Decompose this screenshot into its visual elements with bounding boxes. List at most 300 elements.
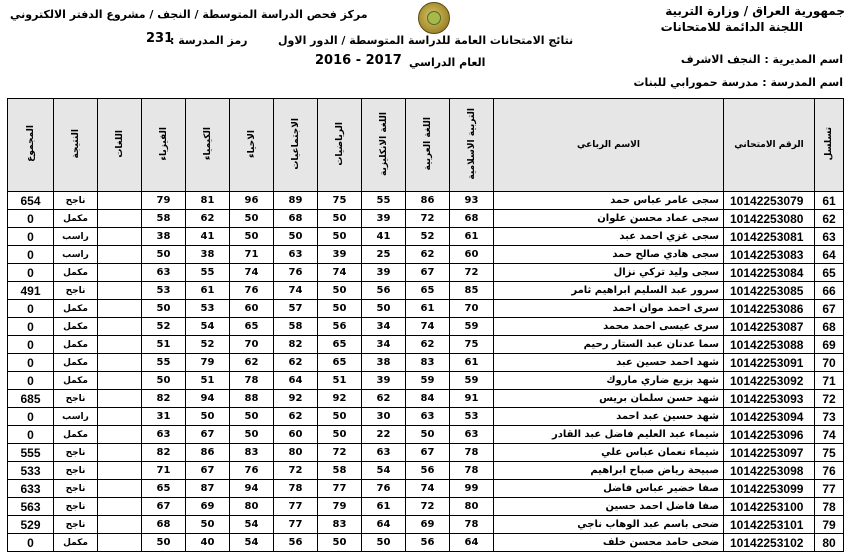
exam-number-cell: 10142253096 — [724, 426, 815, 444]
col-exam-number: الرقم الامتحاني — [724, 99, 815, 192]
student-name-cell: سجى عامر عباس حمد — [494, 192, 724, 210]
result-cell: ناجح — [54, 444, 98, 462]
table-row — [8, 228, 844, 246]
student-name-cell: شيماء نعمان عباس علي — [494, 444, 724, 462]
col-languages: اللغات — [98, 99, 142, 192]
ministry-seal-icon — [418, 2, 450, 34]
serial-cell: 69 — [815, 336, 844, 354]
exam-number-cell: 10142253101 — [724, 516, 815, 534]
grade-islamic-cell: 75 — [450, 336, 494, 354]
serial-cell: 75 — [815, 444, 844, 462]
col-physics: الفيزياء — [142, 99, 186, 192]
total-cell: 0 — [8, 300, 54, 318]
exam-number-cell: 10142253086 — [724, 300, 815, 318]
student-name-cell: سرى احمد موان احمد — [494, 300, 724, 318]
col-serial: تسلسل — [815, 99, 844, 192]
grade-chemistry-cell: 50 — [186, 516, 230, 534]
grade-physics-cell: 65 — [142, 480, 186, 498]
grade-physics-cell: 50 — [142, 300, 186, 318]
grade-math-cell: 92 — [318, 390, 362, 408]
school-code-label: رمز المدرسة : — [170, 34, 248, 47]
grade-islamic-cell: 68 — [450, 210, 494, 228]
student-name-cell: صفا فاضل احمد حسين — [494, 498, 724, 516]
grade-english-cell: 34 — [362, 318, 406, 336]
serial-cell: 77 — [815, 480, 844, 498]
grade-social-cell: 77 — [274, 498, 318, 516]
result-cell: ناجح — [54, 192, 98, 210]
serial-cell: 74 — [815, 426, 844, 444]
grade-chemistry-cell: 61 — [186, 282, 230, 300]
total-cell: 555 — [8, 444, 54, 462]
exam-number-cell: 10142253091 — [724, 354, 815, 372]
grade-english-cell: 22 — [362, 426, 406, 444]
grade-biology-cell: 80 — [230, 498, 274, 516]
student-name-cell: شهد حسن سلمان بريس — [494, 390, 724, 408]
table-row — [8, 498, 844, 516]
grade-arabic-cell: 56 — [406, 462, 450, 480]
grade-physics-cell: 67 — [142, 498, 186, 516]
total-cell: 533 — [8, 462, 54, 480]
result-cell: مكمل — [54, 300, 98, 318]
exam-number-cell: 10142253094 — [724, 408, 815, 426]
grade-chemistry-cell: 69 — [186, 498, 230, 516]
grade-islamic-cell: 70 — [450, 300, 494, 318]
grade-chemistry-cell: 81 — [186, 192, 230, 210]
grade-languages-cell — [98, 462, 142, 480]
grade-biology-cell: 83 — [230, 444, 274, 462]
grade-biology-cell: 70 — [230, 336, 274, 354]
result-cell: مكمل — [54, 372, 98, 390]
grade-social-cell: 78 — [274, 480, 318, 498]
grade-math-cell: 77 — [318, 480, 362, 498]
grade-islamic-cell: 91 — [450, 390, 494, 408]
grade-islamic-cell: 78 — [450, 516, 494, 534]
exam-number-cell: 10142253093 — [724, 390, 815, 408]
grade-social-cell: 50 — [274, 228, 318, 246]
grade-biology-cell: 54 — [230, 516, 274, 534]
exam-number-cell: 10142253085 — [724, 282, 815, 300]
grade-arabic-cell: 74 — [406, 318, 450, 336]
grade-math-cell: 65 — [318, 336, 362, 354]
serial-cell: 67 — [815, 300, 844, 318]
exam-number-cell: 10142253088 — [724, 336, 815, 354]
grade-math-cell: 56 — [318, 318, 362, 336]
result-cell: مكمل — [54, 264, 98, 282]
grade-biology-cell: 50 — [230, 228, 274, 246]
result-cell: راسب — [54, 228, 98, 246]
grade-physics-cell: 31 — [142, 408, 186, 426]
grade-english-cell: 39 — [362, 210, 406, 228]
grade-english-cell: 39 — [362, 264, 406, 282]
result-cell: مكمل — [54, 534, 98, 552]
serial-cell: 71 — [815, 372, 844, 390]
grade-chemistry-cell: 79 — [186, 354, 230, 372]
academic-year: 2016 - 2017 — [315, 53, 402, 68]
table-row — [8, 444, 844, 462]
grade-math-cell: 74 — [318, 264, 362, 282]
grade-islamic-cell: 85 — [450, 282, 494, 300]
table-row — [8, 516, 844, 534]
table-row — [8, 426, 844, 444]
exam-number-cell: 10142253100 — [724, 498, 815, 516]
grade-islamic-cell: 61 — [450, 354, 494, 372]
total-cell: 0 — [8, 426, 54, 444]
exam-number-cell: 10142253083 — [724, 246, 815, 264]
grade-chemistry-cell: 87 — [186, 480, 230, 498]
grade-islamic-cell: 99 — [450, 480, 494, 498]
grade-languages-cell — [98, 372, 142, 390]
result-cell: مكمل — [54, 354, 98, 372]
table-row — [8, 336, 844, 354]
grade-languages-cell — [98, 282, 142, 300]
grade-math-cell: 65 — [318, 354, 362, 372]
table-row — [8, 282, 844, 300]
result-cell: ناجح — [54, 498, 98, 516]
grade-math-cell: 50 — [318, 300, 362, 318]
grade-chemistry-cell: 40 — [186, 534, 230, 552]
grade-social-cell: 63 — [274, 246, 318, 264]
col-full-name: الاسم الرباعي — [494, 99, 724, 192]
grade-islamic-cell: 59 — [450, 318, 494, 336]
grade-arabic-cell: 74 — [406, 480, 450, 498]
grade-arabic-cell: 83 — [406, 354, 450, 372]
exam-number-cell: 10142253098 — [724, 462, 815, 480]
grade-physics-cell: 51 — [142, 336, 186, 354]
grade-arabic-cell: 52 — [406, 228, 450, 246]
col-mathematics: الرياضيات — [318, 99, 362, 192]
grade-arabic-cell: 67 — [406, 264, 450, 282]
result-cell: ناجح — [54, 516, 98, 534]
grade-english-cell: 34 — [362, 336, 406, 354]
grade-math-cell: 79 — [318, 498, 362, 516]
grade-arabic-cell: 61 — [406, 300, 450, 318]
grade-biology-cell: 54 — [230, 534, 274, 552]
grade-biology-cell: 94 — [230, 480, 274, 498]
grade-islamic-cell: 63 — [450, 426, 494, 444]
grade-english-cell: 61 — [362, 498, 406, 516]
total-cell: 0 — [8, 408, 54, 426]
grade-math-cell: 72 — [318, 444, 362, 462]
serial-cell: 72 — [815, 390, 844, 408]
grade-chemistry-cell: 67 — [186, 462, 230, 480]
result-cell: مكمل — [54, 318, 98, 336]
grade-social-cell: 76 — [274, 264, 318, 282]
student-name-cell: سجى غزي احمد عبد — [494, 228, 724, 246]
serial-cell: 62 — [815, 210, 844, 228]
serial-cell: 63 — [815, 228, 844, 246]
col-arabic: اللغة العربية — [406, 99, 450, 192]
grade-physics-cell: 50 — [142, 246, 186, 264]
col-social-studies: الاجتماعيات — [274, 99, 318, 192]
total-cell: 491 — [8, 282, 54, 300]
grade-chemistry-cell: 94 — [186, 390, 230, 408]
grade-social-cell: 89 — [274, 192, 318, 210]
table-row — [8, 264, 844, 282]
result-cell: ناجح — [54, 390, 98, 408]
col-islamic-education: التربية الاسلامية — [450, 99, 494, 192]
total-cell: 685 — [8, 390, 54, 408]
grade-physics-cell: 55 — [142, 354, 186, 372]
grade-english-cell: 63 — [362, 444, 406, 462]
grade-chemistry-cell: 62 — [186, 210, 230, 228]
grade-english-cell: 76 — [362, 480, 406, 498]
student-name-cell: سرور عبد السليم ابراهيم ثامر — [494, 282, 724, 300]
table-row — [8, 408, 844, 426]
total-cell: 0 — [8, 228, 54, 246]
grade-biology-cell: 62 — [230, 354, 274, 372]
student-name-cell: شهد بزيع ضاري ماروك — [494, 372, 724, 390]
col-result: النتيجة — [54, 99, 98, 192]
total-cell: 0 — [8, 264, 54, 282]
grade-languages-cell — [98, 210, 142, 228]
table-row — [8, 372, 844, 390]
exam-number-cell: 10142253097 — [724, 444, 815, 462]
exam-number-cell: 10142253092 — [724, 372, 815, 390]
table-header — [8, 99, 844, 192]
school-name: اسم المدرسة : مدرسة حمورابي للبنات — [633, 76, 843, 89]
grade-english-cell: 54 — [362, 462, 406, 480]
student-name-cell: سرى عيسى احمد محمد — [494, 318, 724, 336]
grade-social-cell: 77 — [274, 516, 318, 534]
grade-chemistry-cell: 86 — [186, 444, 230, 462]
grade-english-cell: 41 — [362, 228, 406, 246]
grade-social-cell: 68 — [274, 210, 318, 228]
results-title: نتائج الامتحانات العامة للدراسة المتوسطة / الدور الاول — [278, 34, 574, 47]
grade-biology-cell: 65 — [230, 318, 274, 336]
grade-physics-cell: 50 — [142, 372, 186, 390]
grade-social-cell: 62 — [274, 354, 318, 372]
grade-english-cell: 56 — [362, 282, 406, 300]
grade-physics-cell: 79 — [142, 192, 186, 210]
grade-islamic-cell: 78 — [450, 444, 494, 462]
student-name-cell: سجى عماد محسن علوان — [494, 210, 724, 228]
grade-social-cell: 92 — [274, 390, 318, 408]
grade-social-cell: 64 — [274, 372, 318, 390]
grade-languages-cell — [98, 336, 142, 354]
grade-arabic-cell: 86 — [406, 192, 450, 210]
grade-physics-cell: 50 — [142, 534, 186, 552]
grade-social-cell: 62 — [274, 408, 318, 426]
results-table — [7, 98, 844, 552]
grade-social-cell: 72 — [274, 462, 318, 480]
student-name-cell: صفا خضير عباس فاضل — [494, 480, 724, 498]
serial-cell: 66 — [815, 282, 844, 300]
grade-languages-cell — [98, 300, 142, 318]
grade-arabic-cell: 56 — [406, 534, 450, 552]
grade-biology-cell: 76 — [230, 462, 274, 480]
grade-physics-cell: 38 — [142, 228, 186, 246]
grade-chemistry-cell: 41 — [186, 228, 230, 246]
result-cell: مكمل — [54, 426, 98, 444]
grade-biology-cell: 50 — [230, 426, 274, 444]
grade-islamic-cell: 61 — [450, 228, 494, 246]
grade-languages-cell — [98, 246, 142, 264]
serial-cell: 76 — [815, 462, 844, 480]
grade-social-cell: 57 — [274, 300, 318, 318]
grade-english-cell: 25 — [362, 246, 406, 264]
grade-chemistry-cell: 50 — [186, 408, 230, 426]
grade-math-cell: 58 — [318, 462, 362, 480]
total-cell: 633 — [8, 480, 54, 498]
total-cell: 0 — [8, 246, 54, 264]
grade-chemistry-cell: 52 — [186, 336, 230, 354]
grade-islamic-cell: 64 — [450, 534, 494, 552]
student-name-cell: سجى وليد تركي نزال — [494, 264, 724, 282]
grade-math-cell: 50 — [318, 228, 362, 246]
grade-math-cell: 50 — [318, 426, 362, 444]
grade-biology-cell: 60 — [230, 300, 274, 318]
student-name-cell: ضحى باسم عبد الوهاب ناجي — [494, 516, 724, 534]
grade-languages-cell — [98, 426, 142, 444]
col-biology: الاحياء — [230, 99, 274, 192]
serial-cell: 79 — [815, 516, 844, 534]
grade-arabic-cell: 72 — [406, 210, 450, 228]
grade-chemistry-cell: 54 — [186, 318, 230, 336]
serial-cell: 68 — [815, 318, 844, 336]
exam-number-cell: 10142253084 — [724, 264, 815, 282]
grade-languages-cell — [98, 516, 142, 534]
table-row — [8, 246, 844, 264]
grade-biology-cell: 74 — [230, 264, 274, 282]
grade-physics-cell: 68 — [142, 516, 186, 534]
grade-chemistry-cell: 67 — [186, 426, 230, 444]
result-cell: مكمل — [54, 210, 98, 228]
grade-social-cell: 82 — [274, 336, 318, 354]
total-cell: 529 — [8, 516, 54, 534]
grade-islamic-cell: 60 — [450, 246, 494, 264]
student-name-cell: ضحى حامد محسن خلف — [494, 534, 724, 552]
grade-biology-cell: 88 — [230, 390, 274, 408]
grade-english-cell: 50 — [362, 300, 406, 318]
grade-physics-cell: 63 — [142, 264, 186, 282]
exam-number-cell: 10142253087 — [724, 318, 815, 336]
grade-languages-cell — [98, 354, 142, 372]
total-cell: 0 — [8, 534, 54, 552]
table-row — [8, 192, 844, 210]
grade-chemistry-cell: 38 — [186, 246, 230, 264]
grade-math-cell: 50 — [318, 408, 362, 426]
result-cell: ناجح — [54, 480, 98, 498]
grade-chemistry-cell: 55 — [186, 264, 230, 282]
grade-math-cell: 51 — [318, 372, 362, 390]
grade-languages-cell — [98, 228, 142, 246]
grade-languages-cell — [98, 390, 142, 408]
total-cell: 0 — [8, 354, 54, 372]
result-cell: ناجح — [54, 462, 98, 480]
grade-biology-cell: 76 — [230, 282, 274, 300]
student-name-cell: شهد حسين عبد احمد — [494, 408, 724, 426]
grade-arabic-cell: 62 — [406, 336, 450, 354]
total-cell: 563 — [8, 498, 54, 516]
student-name-cell: شيماء عبد العليم فاضل عبد القادر — [494, 426, 724, 444]
grade-biology-cell: 78 — [230, 372, 274, 390]
grade-social-cell: 80 — [274, 444, 318, 462]
academic-year-label: العام الدراسي — [409, 56, 486, 69]
grade-social-cell: 74 — [274, 282, 318, 300]
col-chemistry: الكيمياء — [186, 99, 230, 192]
grade-physics-cell: 71 — [142, 462, 186, 480]
grade-islamic-cell: 93 — [450, 192, 494, 210]
student-name-cell: صبيحة رياض صباح ابراهيم — [494, 462, 724, 480]
table-row — [8, 480, 844, 498]
grade-languages-cell — [98, 480, 142, 498]
directorate: اسم المديرية : النجف الاشرف — [680, 53, 843, 66]
grade-physics-cell: 82 — [142, 444, 186, 462]
grade-languages-cell — [98, 444, 142, 462]
grade-math-cell: 50 — [318, 210, 362, 228]
total-cell: 0 — [8, 336, 54, 354]
grade-biology-cell: 71 — [230, 246, 274, 264]
grade-english-cell: 39 — [362, 372, 406, 390]
serial-cell: 73 — [815, 408, 844, 426]
grade-arabic-cell: 69 — [406, 516, 450, 534]
grade-chemistry-cell: 53 — [186, 300, 230, 318]
exam-committee: اللجنة الدائمة للامتحانات — [660, 20, 803, 34]
grade-arabic-cell: 50 — [406, 426, 450, 444]
serial-cell: 80 — [815, 534, 844, 552]
grade-biology-cell: 50 — [230, 408, 274, 426]
exam-number-cell: 10142253080 — [724, 210, 815, 228]
grade-social-cell: 58 — [274, 318, 318, 336]
total-cell: 0 — [8, 372, 54, 390]
grade-physics-cell: 52 — [142, 318, 186, 336]
student-name-cell: سما عدنان عبد الستار رحيم — [494, 336, 724, 354]
table-row — [8, 354, 844, 372]
grade-english-cell: 64 — [362, 516, 406, 534]
grade-arabic-cell: 62 — [406, 246, 450, 264]
col-total: المجموع — [8, 99, 54, 192]
result-cell: راسب — [54, 408, 98, 426]
col-english: اللغة الانكليزية — [362, 99, 406, 192]
grade-chemistry-cell: 51 — [186, 372, 230, 390]
grade-math-cell: 39 — [318, 246, 362, 264]
grade-languages-cell — [98, 192, 142, 210]
grade-physics-cell: 63 — [142, 426, 186, 444]
serial-cell: 65 — [815, 264, 844, 282]
grade-biology-cell: 50 — [230, 210, 274, 228]
grade-islamic-cell: 78 — [450, 462, 494, 480]
serial-cell: 61 — [815, 192, 844, 210]
grade-math-cell: 83 — [318, 516, 362, 534]
exam-number-cell: 10142253099 — [724, 480, 815, 498]
grade-arabic-cell: 59 — [406, 372, 450, 390]
student-name-cell: سجى هادي صالح حمد — [494, 246, 724, 264]
table-row — [8, 318, 844, 336]
total-cell: 0 — [8, 210, 54, 228]
grade-english-cell: 50 — [362, 534, 406, 552]
grade-languages-cell — [98, 534, 142, 552]
serial-cell: 64 — [815, 246, 844, 264]
school-code: 231 — [146, 31, 174, 46]
student-name-cell: شهد احمد حسين عبد — [494, 354, 724, 372]
result-cell: ناجح — [54, 282, 98, 300]
table-row — [8, 390, 844, 408]
grade-languages-cell — [98, 264, 142, 282]
grade-physics-cell: 53 — [142, 282, 186, 300]
results-rows — [8, 192, 844, 552]
grade-languages-cell — [98, 498, 142, 516]
table-row — [8, 300, 844, 318]
grade-biology-cell: 96 — [230, 192, 274, 210]
grade-arabic-cell: 63 — [406, 408, 450, 426]
grade-arabic-cell: 67 — [406, 444, 450, 462]
republic-ministry: جمهورية العراق / وزارة التربية — [665, 4, 845, 18]
exam-number-cell: 10142253102 — [724, 534, 815, 552]
grade-social-cell: 56 — [274, 534, 318, 552]
grade-english-cell: 62 — [362, 390, 406, 408]
table-row — [8, 462, 844, 480]
grade-math-cell: 75 — [318, 192, 362, 210]
